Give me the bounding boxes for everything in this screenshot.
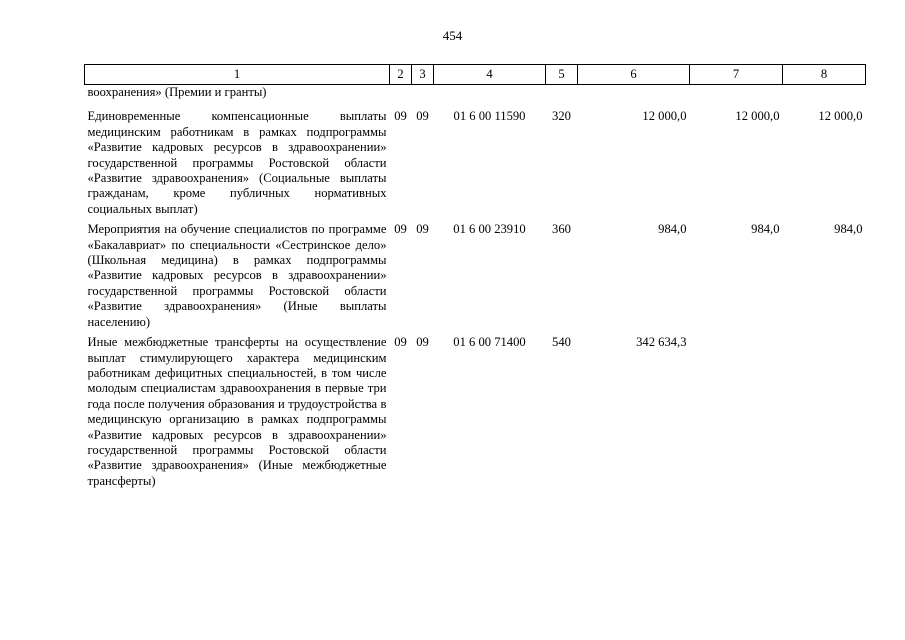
table-header-row: [85, 65, 866, 85]
amount-col-6: 984,0: [658, 222, 687, 237]
expense-type-code: 320: [552, 109, 571, 124]
expense-type-code: 540: [552, 335, 571, 350]
subsection-code: 09: [416, 335, 429, 350]
table-row: [85, 109, 866, 222]
table-row: [85, 335, 866, 494]
amount-col-7: 12 000,0: [735, 109, 780, 124]
budget-table: [84, 64, 866, 494]
target-article-code: 01 6 00 11590: [453, 109, 526, 124]
column-header: 2: [390, 65, 412, 85]
column-header: 4: [434, 65, 546, 85]
column-header: 6: [578, 65, 690, 85]
subsection-code: 09: [416, 109, 429, 124]
row-description: Иные межбюджетные трансферты на осуществление выплат стимулирующего характера медицинским работникам дефицитных специальностей, в том числе молодым специалистам здравоохранения в первые три года после получения образования и трудоустройства в медицинскую организацию в рамках подпрограммы «Развитие кадровых ресурсов в здравоохранении» государственной программы Ростовской области «Развитие здравоохранения» (Иные межбюджетные трансферты): [87, 335, 387, 488]
amount-col-8: [783, 335, 866, 494]
expense-type-code: 360: [552, 222, 571, 237]
page-number: 454: [442, 28, 463, 43]
row-description: Мероприятия на обучение специалистов по программе «Бакалавриат» по специальности «Сестринское дело» (Школьная медицина) в рамках подпрограммы «Развитие кадровых ресурсов в здравоохранении» государственной программы Ростовской области «Развитие здравоохранения» (Иные выплаты населению): [87, 222, 387, 329]
section-code: 09: [394, 109, 407, 124]
column-header: 1: [85, 65, 390, 85]
table-row: [85, 222, 866, 335]
amount-col-7: [690, 335, 783, 494]
amount-col-8: 984,0: [834, 222, 863, 237]
continuation-row: [85, 85, 866, 110]
column-header: 8: [783, 65, 866, 85]
subsection-code: 09: [416, 222, 429, 237]
amount-col-6: 12 000,0: [642, 109, 687, 124]
target-article-code: 01 6 00 71400: [453, 335, 526, 350]
column-header: 5: [546, 65, 578, 85]
amount-col-7: 984,0: [751, 222, 780, 237]
column-header: 3: [412, 65, 434, 85]
continuation-text: воохранения» (Премии и гранты): [87, 85, 267, 99]
section-code: 09: [394, 335, 407, 350]
row-description: Единовременные компенсационные выплаты медицинским работникам в рамках подпрограммы «Развитие кадровых ресурсов в здравоохранении» государственной программы Ростовской области «Развитие здравоохранения» (Социальные выплаты гражданам, кроме публичных нормативных социальных выплат): [87, 109, 387, 216]
section-code: 09: [394, 222, 407, 237]
amount-col-8: 12 000,0: [818, 109, 863, 124]
target-article-code: 01 6 00 23910: [453, 222, 526, 237]
amount-col-6: 342 634,3: [636, 335, 687, 350]
column-header: 7: [690, 65, 783, 85]
